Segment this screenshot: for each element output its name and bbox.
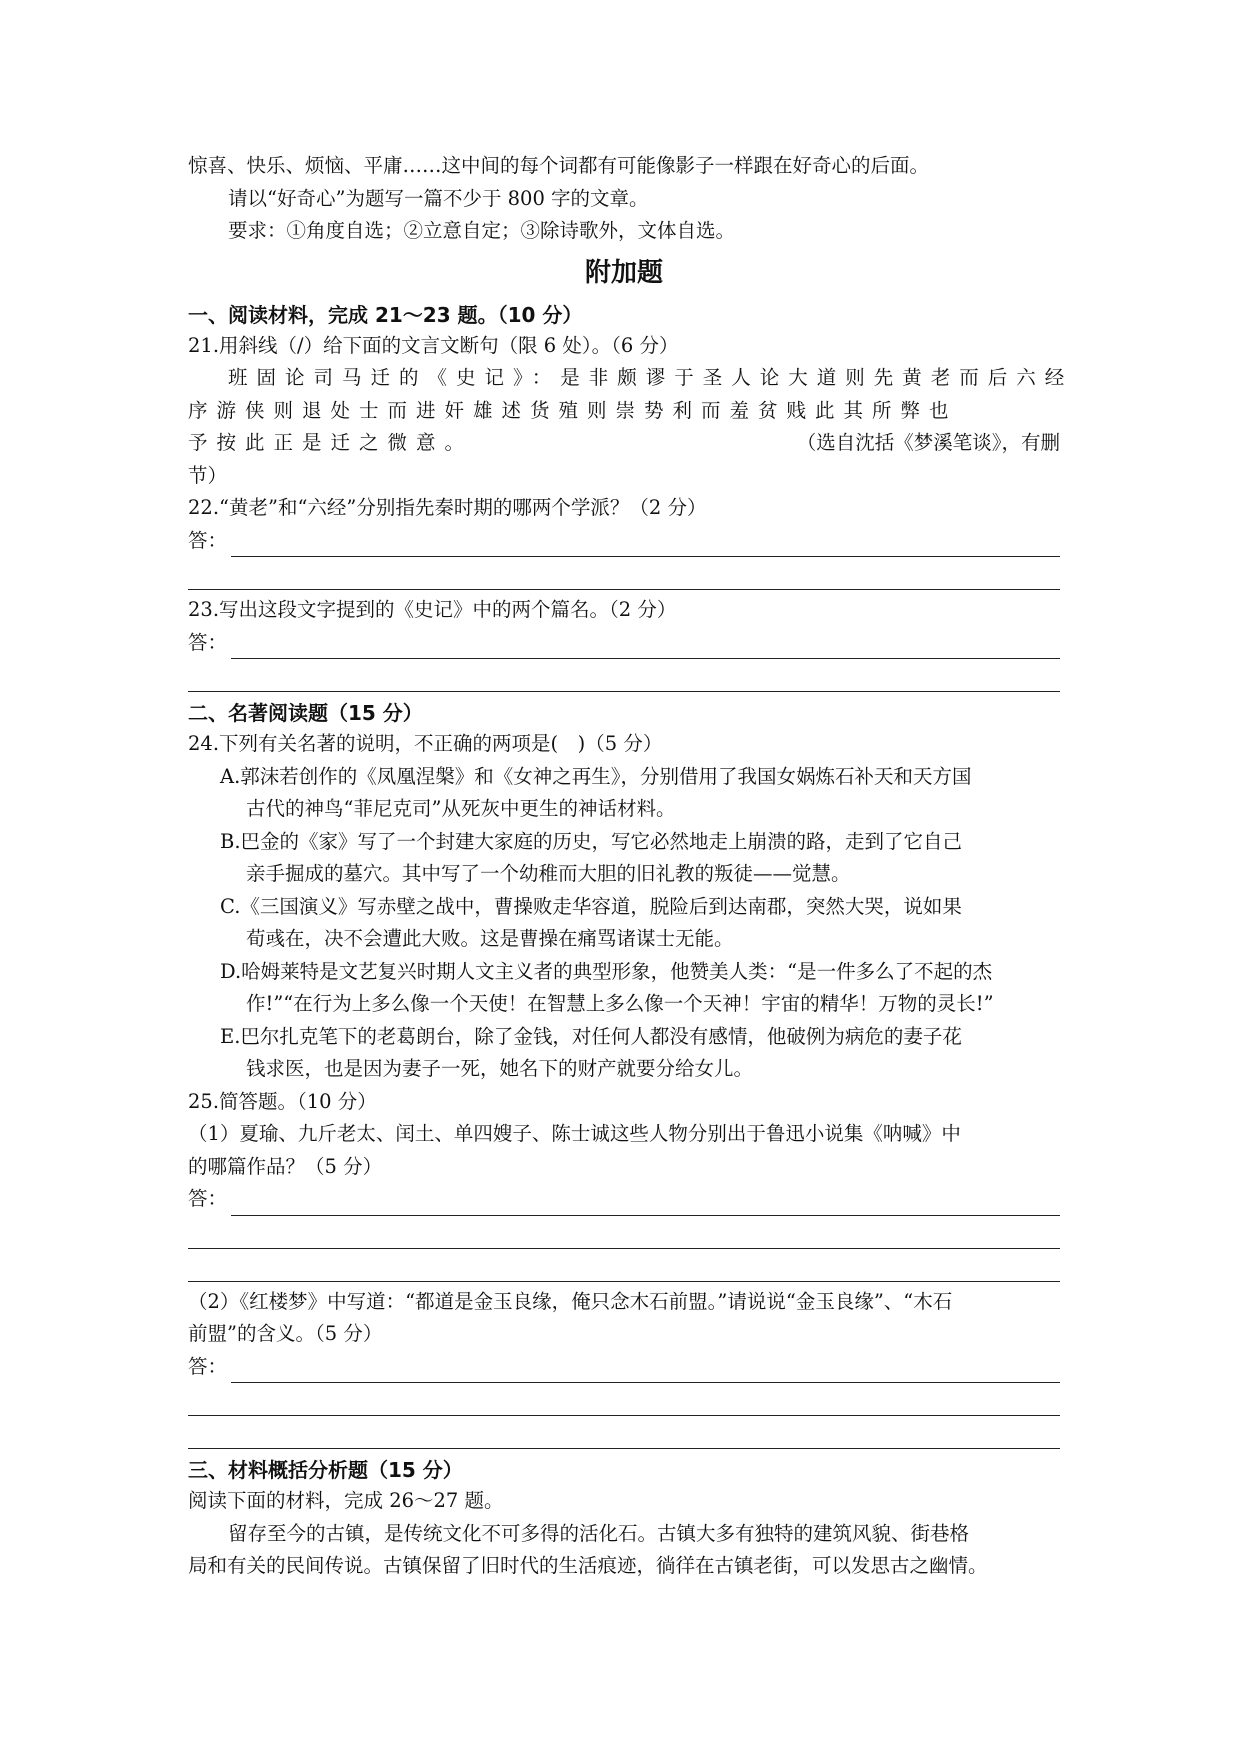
material-paragraph-line2: 局和有关的民间传说。古镇保留了旧时代的生活痕迹，徜徉在古镇老街，可以发思古之幽情。 xyxy=(188,1554,988,1577)
answer-25-2-field[interactable] xyxy=(188,1351,1060,1384)
question-25: 25.简答题。（10 分） xyxy=(188,1089,377,1113)
section1-heading: 一、阅读材料，完成 21～23 题。（10 分） xyxy=(188,302,583,327)
section3-heading: 三、材料概括分析题（15 分） xyxy=(188,1458,463,1482)
section3-intro: 阅读下面的材料，完成 26～27 题。 xyxy=(188,1489,504,1512)
classical-passage-line3 xyxy=(188,427,1060,460)
question-22: 22.“黄老”和“六经”分别指先秦时期的哪两个学派？（2 分） xyxy=(188,496,707,519)
passage-source-end: 节） xyxy=(188,463,228,487)
classical-passage-line2: 序游侠则退处士而进奸雄述货殖则崇势利而羞贫贱此其所弊也 xyxy=(188,398,958,422)
option-c-line1: C.《三国演义》写赤壁之战中，曹操败走华容道，脱险后到达南郡，突然大哭，说如果 xyxy=(220,894,962,918)
essay-continuation: 惊喜、快乐、烦恼、平庸……这中间的每个词都有可能像影子一样跟在好奇心的后面。 xyxy=(188,154,930,177)
section2-heading: 二、名著阅读题（15 分） xyxy=(188,701,423,725)
option-c-line2: 荀彧在，决不会遭此大败。这是曹操在痛骂诸谋士无能。 xyxy=(246,927,734,950)
answer-label: 答： xyxy=(188,528,228,552)
option-e-line1: E.巴尔扎克笔下的老葛朗台，除了金钱，对任何人都没有感情，他破例为病危的妻子花 xyxy=(220,1024,962,1048)
answer-line[interactable] xyxy=(231,1191,1060,1216)
option-b xyxy=(188,826,1060,891)
answer-line[interactable] xyxy=(231,532,1060,557)
option-c xyxy=(188,891,1060,956)
exam-page xyxy=(188,150,1074,1583)
option-b-line2: 亲手掘成的墓穴。其中写了一个幼稚而大胆的旧礼教的叛徒——觉慧。 xyxy=(246,862,851,885)
answer-25-1-line-3[interactable] xyxy=(188,1249,1060,1282)
essay-prompt: 请以“好奇心”为题写一篇不少于 800 字的文章。 xyxy=(228,186,649,210)
answer-22-field[interactable] xyxy=(188,525,1060,558)
question-25-1-line1: （1）夏瑜、九斤老太、闰土、单四嫂子、陈士诚这些人物分别出于鲁迅小说集《呐喊》中 xyxy=(188,1122,961,1145)
option-a-line2: 古代的神鸟“菲尼克司”从死灰中更生的神话材料。 xyxy=(246,797,676,820)
page-title: 附加题 xyxy=(584,257,663,288)
question-24: 24.下列有关名著的说明，不正确的两项是( )（5 分） xyxy=(188,732,663,755)
option-e xyxy=(188,1021,1060,1086)
option-d xyxy=(188,956,1060,1021)
question-25-2-line1: （2）《红楼梦》中写道：“都道是金玉良缘，俺只念木石前盟。”请说说“金玉良缘”、“木石 xyxy=(188,1289,953,1313)
question-25-1-line2: 的哪篇作品？（5 分） xyxy=(188,1154,383,1178)
option-b-line1: B.巴金的《家》写了一个封建大家庭的历史，写它必然地走上崩溃的路，走到了它自己 xyxy=(220,829,963,853)
option-d-line2: 作!”“在行为上多么像一个天使！在智慧上多么像一个天神！宇宙的精华！万物的灵长!” xyxy=(246,992,994,1015)
option-a xyxy=(188,761,1060,826)
question-23: 23.写出这段文字提到的《史记》中的两个篇名。（2 分） xyxy=(188,598,677,621)
answer-label: 答： xyxy=(188,1354,228,1378)
answer-line[interactable] xyxy=(231,634,1060,659)
answer-label: 答： xyxy=(188,1187,228,1210)
answer-25-1-line-2[interactable] xyxy=(188,1216,1060,1249)
classical-passage-line1: 班固论司马迁的《史记》：是非颇谬于圣人论大道则先黄老而后六经 xyxy=(228,366,1074,389)
question-25-2-line2: 前盟”的含义。（5 分） xyxy=(188,1322,383,1345)
answer-line[interactable] xyxy=(231,1358,1060,1383)
option-a-line1: A.郭沫若创作的《凤凰涅槃》和《女神之再生》，分别借用了我国女娲炼石补天和天方国 xyxy=(220,764,972,788)
answer-23-line-2[interactable] xyxy=(188,659,1060,692)
option-e-line2: 钱求医，也是因为妻子一死，她名下的财产就要分给女儿。 xyxy=(246,1057,754,1080)
answer-label: 答： xyxy=(188,630,228,654)
classical-passage-text: 予按此正是迁之微意。 xyxy=(188,431,474,454)
question-21: 21.用斜线（/）给下面的文言文断句（限 6 处）。（6 分） xyxy=(188,333,679,357)
answer-25-2-line-3[interactable] xyxy=(188,1416,1060,1449)
option-d-line1: D.哈姆莱特是文艺复兴时期人文主义者的典型形象，他赞美人类：“是一件多么了不起的杰 xyxy=(220,959,993,983)
answer-22-line-2[interactable] xyxy=(188,557,1060,590)
answer-25-2-line-2[interactable] xyxy=(188,1383,1060,1416)
answer-23-field[interactable] xyxy=(188,627,1060,660)
answer-25-1-field[interactable] xyxy=(188,1183,1060,1216)
essay-requirements: 要求：①角度自选；②立意自定；③除诗歌外，文体自选。 xyxy=(228,219,736,242)
passage-source: （选自沈括《梦溪笔谈》，有删 xyxy=(796,431,1060,454)
material-paragraph-line1: 留存至今的古镇，是传统文化不可多得的活化石。古镇大多有独特的建筑风貌、街巷格 xyxy=(228,1521,970,1545)
